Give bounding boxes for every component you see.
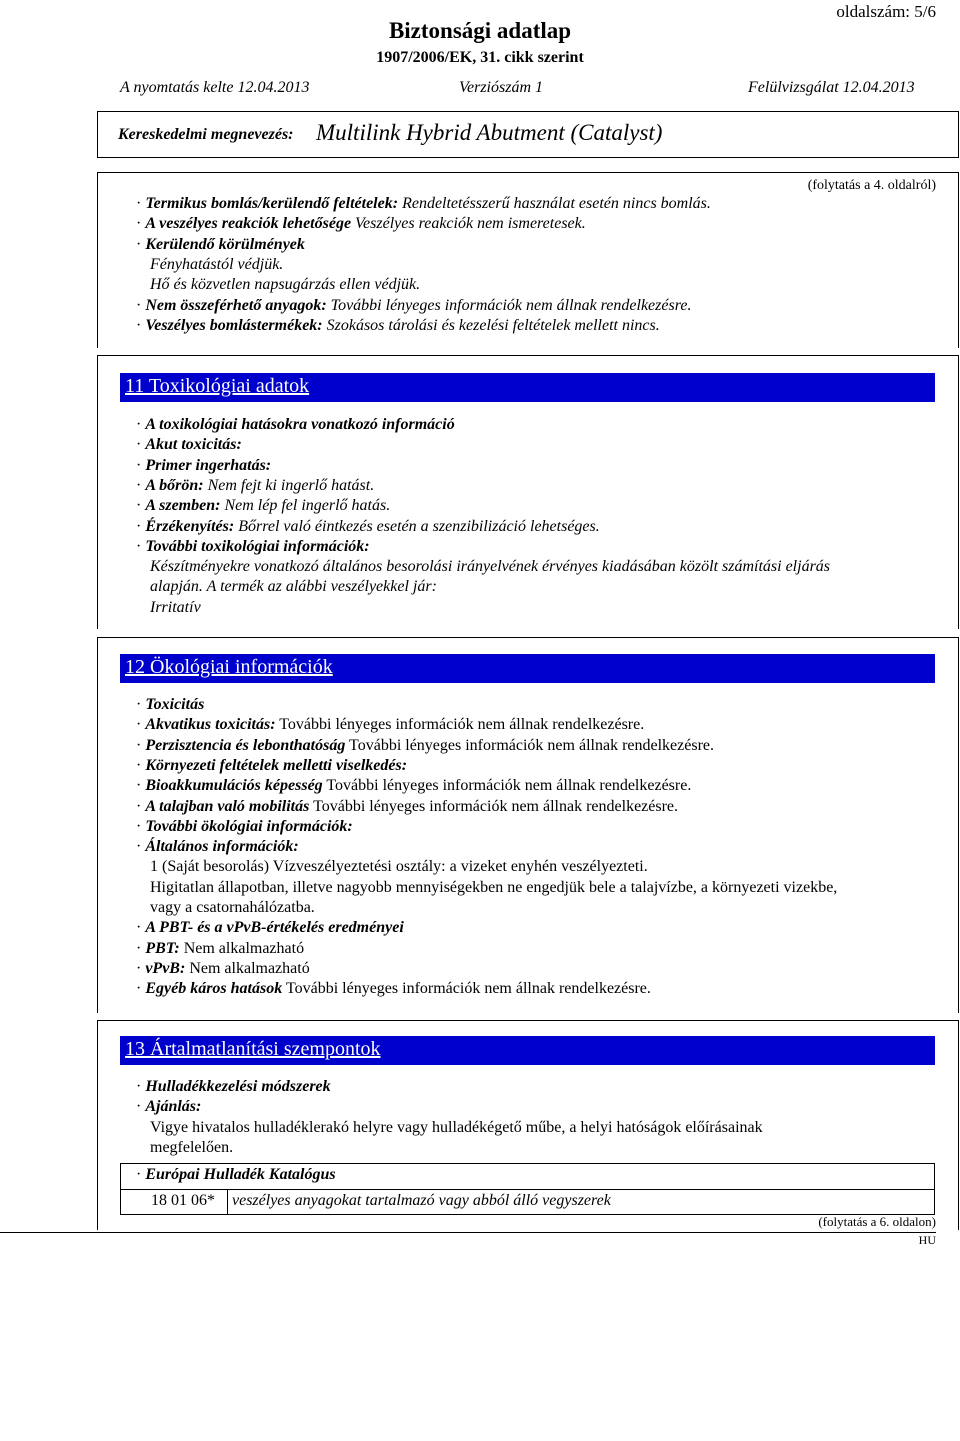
trade-name-box (97, 111, 959, 158)
field-value: Szokásos tárolási és kezelési feltételek mellett nincs. (322, 316, 660, 334)
field-value: Rendeltetésszerű használat esetén nincs bomlás. (398, 195, 711, 212)
section-13-heading: 13 Ártalmatlanítási szempontok (120, 1036, 935, 1065)
field-label: Perzisztencia és lebonthatóság (145, 736, 346, 754)
section-12-heading: 12 Ökológiai információk (120, 654, 935, 683)
waste-catalog-row (120, 1189, 935, 1215)
field-value: 1 (Saját besorolás) Vízveszélyeztetési osztály: a vizeket enyhén veszélyezteti. (150, 858, 648, 876)
field-label: PBT: (145, 939, 180, 957)
field-value: vagy a csatornahálózatba. (150, 899, 315, 916)
field-value: További lényeges információk nem állnak rendelkezésre. (275, 716, 645, 734)
field-label: A szemben: (145, 497, 221, 515)
section13-line (150, 1118, 763, 1138)
section12-line: · vPvB: Nem alkalmazható (136, 959, 310, 977)
field-value: Nem lép fel ingerlő hatás. (220, 497, 391, 515)
section12-line: · A PBT- és a vPvB-értékelés eredményei (136, 919, 404, 937)
continued-from: (folytatás a 4. oldalról) (807, 178, 936, 193)
section13-line: · Ajánlás: (136, 1098, 202, 1116)
field-label: vPvB: (145, 959, 186, 977)
section12-line: · Környezeti feltételek melletti viselkedés: (136, 756, 408, 774)
section12-line: · PBT: Nem alkalmazható (136, 939, 305, 957)
section12-line: · Általános információk: (136, 838, 299, 856)
field-value: megfelelően. (150, 1138, 234, 1156)
field-label: A talajban való mobilitás (145, 797, 310, 815)
section10-line: · Kerülendő körülmények (136, 235, 305, 253)
trade-name: Multilink Hybrid Abutment (Catalyst) (316, 120, 663, 145)
field-label: További ökológiai információk: (145, 817, 353, 835)
section10-line (150, 275, 420, 295)
field-label: Primer ingerhatás: (145, 456, 272, 474)
field-value: További lényeges információk nem állnak rendelkezésre. (282, 980, 651, 998)
section12-line: · Egyéb káros hatások További lényeges információk nem állnak rendelkezésre. (136, 980, 651, 998)
section11-line: · Primer ingerhatás: (136, 456, 272, 474)
field-label: Termikus bomlás/kerülendő feltételek: (145, 195, 399, 212)
page-number: oldalszám: 5/6 (836, 2, 936, 21)
version: Verziószám 1 (459, 79, 544, 96)
field-label: Toxicitás (145, 696, 205, 713)
field-label: További toxikológiai információk: (145, 537, 370, 555)
section11-line: · A szemben: Nem lép fel ingerlő hatás. (136, 497, 391, 515)
section12-line: · Toxicitás (136, 696, 205, 713)
section13-line: · Hulladékkezelési módszerek (136, 1078, 331, 1095)
section11-line: · Érzékenyítés: Bőrrel való éintkezés esetén a szenzibilizáció lehetséges. (136, 517, 600, 535)
continued-on: (folytatás a 6. oldalon) (818, 1214, 936, 1229)
field-label: A veszélyes reakciók lehetősége (145, 215, 352, 233)
field-value: Fényhatástól védjük. (150, 255, 284, 273)
field-label: Akut toxicitás: (145, 436, 242, 454)
section12-line: · További ökológiai információk: (136, 817, 353, 835)
field-value: További lényeges információk nem állnak rendelkezésre. (309, 797, 679, 815)
field-label: Ajánlás: (145, 1098, 202, 1116)
section10-line: · Termikus bomlás/kerülendő feltételek: Rendeltetésszerű használat esetén nincs bomlás. (136, 195, 711, 212)
field-label: A bőrön: (145, 476, 204, 494)
section12-line (150, 878, 837, 898)
field-label: Hulladékkezelési módszerek (145, 1078, 331, 1095)
section11-line: · Akut toxicitás: (136, 436, 242, 454)
field-label: Veszélyes bomlástermékek: (145, 316, 323, 334)
section11-line: · További toxikológiai információk: (136, 537, 370, 555)
section11-line (150, 598, 201, 618)
language-code: HU (918, 1233, 936, 1247)
trade-name-label: Kereskedelmi megnevezés: (118, 126, 294, 143)
field-value: alapján. A termék az alábbi veszélyekkel jár: (150, 578, 437, 596)
document-title: Biztonsági adatlap (388, 18, 572, 43)
revision-date: Felülvizsgálat 12.04.2013 (748, 79, 915, 96)
section10-line: · A veszélyes reakciók lehetősége Veszélyes reakciók nem ismeretesek. (136, 215, 586, 233)
section11-line: · A bőrön: Nem fejt ki ingerlő hatást. (136, 476, 375, 494)
field-label: Egyéb káros hatások (145, 980, 283, 998)
field-value: Higitatlan állapotban, illetve nagyobb mennyiségekben ne engedjük bele a talajvízbe, a környezeti vizekbe, (150, 878, 838, 896)
field-value: Nem alkalmazható (179, 939, 305, 957)
field-value: További lényeges információk nem állnak rendelkezésre. (322, 777, 692, 795)
section13-line (150, 1138, 233, 1158)
field-value: További lényeges információk nem állnak rendelkezésre. (345, 736, 715, 754)
section10-line (150, 255, 283, 275)
section12-line: · Perzisztencia és lebonthatóság További lényeges információk nem állnak rendelkezésre. (136, 736, 715, 754)
footer-rule (0, 1232, 936, 1233)
print-date: A nyomtatás kelte 12.04.2013 (120, 79, 310, 96)
field-label: Nem összeférhető anyagok: (145, 296, 327, 314)
field-value: Bőrrel való éintkezés esetén a szenzibilizáció lehetséges. (234, 517, 600, 535)
waste-catalog-label: · Európai Hulladék Katalógus (136, 1166, 336, 1183)
section12-line (150, 898, 315, 918)
section12-line (150, 857, 648, 877)
section11-line (150, 557, 830, 577)
document-subtitle: 1907/2006/EK, 31. cikk szerint (376, 49, 584, 66)
field-label: Kerülendő körülmények (145, 235, 305, 253)
field-value: További lényeges információk nem állnak rendelkezésre. (326, 296, 692, 314)
section10-line: · Veszélyes bomlástermékek: Szokásos tárolási és kezelési feltételek mellett nincs. (136, 316, 660, 334)
waste-code: 18 01 06* (121, 1190, 228, 1214)
section10-line: · Nem összeférhető anyagok: További lényeges információk nem állnak rendelkezésre. (136, 296, 692, 314)
section12-line: · A talajban való mobilitás További lényeges információk nem állnak rendelkezésre. (136, 797, 679, 815)
section12-line: · Bioakkumulációs képesség További lényeges információk nem állnak rendelkezésre. (136, 777, 692, 795)
field-value: Nem alkalmazható (185, 959, 310, 977)
waste-description: veszélyes anyagokat tartalmazó vagy abból álló vegyszerek (232, 1192, 611, 1209)
section12-line: · Akvatikus toxicitás: További lényeges információk nem állnak rendelkezésre. (136, 716, 645, 734)
field-label: A PBT- és a vPvB-értékelés eredményei (145, 919, 404, 937)
field-value: Vigye hivatalos hulladéklerakó helyre vagy hulladékégető műbe, a helyi hatóságok előírásainak (150, 1118, 763, 1136)
section11-line (150, 577, 437, 597)
field-label: Környezeti feltételek melletti viselkedés: (145, 756, 408, 774)
section-11-heading: 11 Toxikológiai adatok (120, 373, 935, 402)
field-value: Veszélyes reakciók nem ismeretesek. (351, 215, 586, 233)
field-label: Akvatikus toxicitás: (145, 716, 276, 734)
field-label: Bioakkumulációs képesség (145, 777, 323, 795)
field-label: Érzékenyítés: (145, 517, 235, 535)
field-value: Hő és közvetlen napsugárzás ellen védjük. (150, 276, 421, 294)
field-value: Készítményekre vonatkozó általános besorolási irányelvének érvényes kiadásában közölt számítási eljárás (150, 558, 831, 576)
field-value: Nem fejt ki ingerlő hatást. (203, 476, 375, 494)
field-label: Általános információk: (145, 838, 299, 856)
field-value: Irritatív (150, 598, 201, 616)
field-label: A toxikológiai hatásokra vonatkozó információ (145, 416, 455, 433)
section11-line: · A toxikológiai hatásokra vonatkozó információ (136, 416, 455, 433)
